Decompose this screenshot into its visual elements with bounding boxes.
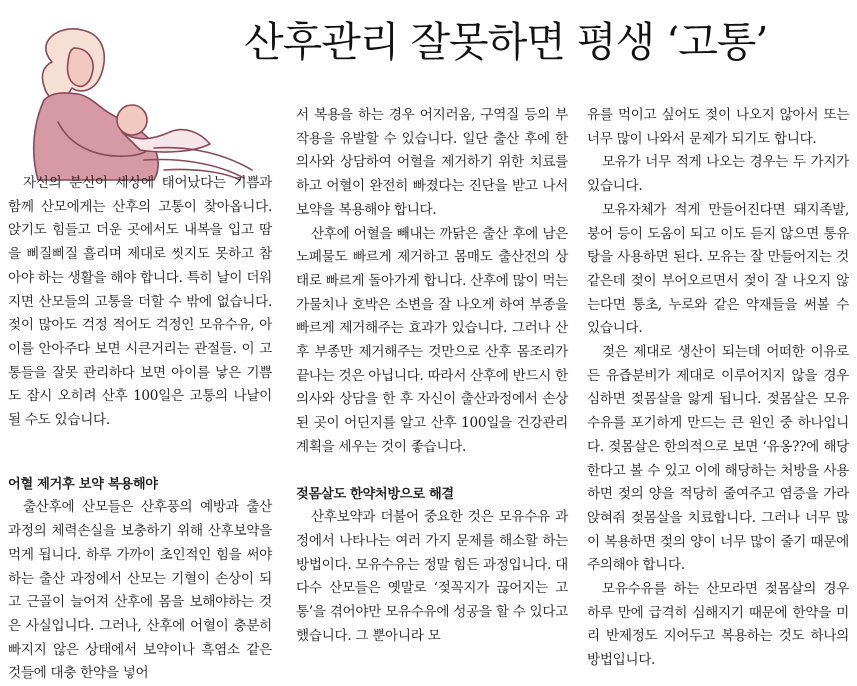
col1-paragraph: 자신의 분신이 세상에 태어났다는 기쁨과 함께 산모에게는 산후의 고통이 찾아옵니다. 앉기도 힘들고 더운 곳에서도 내복을 입고 땀을 삐질삐질 흘리며 제대로 씻지도 못하고 참아야 하는 생활을 해야 합니다. 특히 날이 더워지면 산모들의 고통을 더할 수 밖에 없습니다. 젖이 많아도 걱정 적어도 걱정인 모유수유, 아이를 안아주다 보면 시큰거리는 관절들. 이 고통들을 잘못 관리하다 보면 아이를 낳은 기쁨도 잠시 오히려 산후 100일은 고통의 나날이 될 수도 있습니다. <box>8 175 272 429</box>
column-1 <box>8 172 272 686</box>
column-2 <box>296 104 568 648</box>
col1-paragraph: 출산후에 산모들은 산후풍의 예방과 출산 과정의 체력손실을 보충하기 위해 산후보약을 먹게 됩니다. 하루 가까이 초인적인 힘을 써야하는 출산 과정에서 산모는 기혈이 손상이 되고 근골이 늘어져 산후에 몸을 보해야하는 것은 사실입니다. 그러나, 산후에 어혈이 충분히 빠지지 않은 상태에서 보약이나 흑염소 같은 것들에 대충 한약을 넣어 <box>8 499 272 682</box>
dress-shape <box>34 93 158 180</box>
baby-head-shape <box>117 105 147 135</box>
face-shape <box>67 48 93 86</box>
col2-paragraph: 서 복용을 하는 경우 어지러움, 구역질 등의 부작용을 유발할 수 있습니다. 일단 출산 후에 한의사와 상담하여 어혈을 제거하기 위한 치료를 하고 어혈이 완전히 빠졌다는 진단을 받고 나서 보약을 복용해야 합니다. <box>296 107 568 218</box>
col3-paragraph: 젖은 제대로 생산이 되는데 어떠한 이유로든 유즙분비가 제대로 이루어지지 않을 경우 심하면 젖몸살을 앓게 됩니다. 젖몸살은 모유수유를 포기하게 만드는 큰 원인 중 하나입니다. 젖몸살은 한의적으로 보면 ‘유옹??에 해당한다고 볼 수 있고 이에 해당하는 처방을 사용하면 젖의 양을 적당히 줄여주고 염증을 가라앉혀줘 젖몸살을 치료합니다. 그러나 너무 많이 복용하면 젖의 양이 너무 많이 줄기 때문에 주의해야 합니다. <box>587 344 849 574</box>
col3-paragraph: 모유자체가 적게 만들어진다면 돼지족발, 붕어 등이 도움이 되고 이도 듣지 않으면 통유탕을 사용하면 된다. 모유는 잘 만들어지는 것 같은데 젖이 부어오르면서 젖이 잘 나오지 않는다면 통초, 누로와 같은 약재들을 써볼 수 있습니다. <box>587 201 849 337</box>
subheading-breast-engorgement: 젖몸살도 한약처방으로 해결 <box>296 486 454 502</box>
col2-paragraph: 산후보약과 더불어 중요한 것은 모유수유 과정에서 나타나는 여러 가지 문제를 해소할 하는 방법이다. 모유수유는 정말 힘든 과정입니다. 대다수 산모들은 옛말로 ‘젖꼭지가 끊어지는 고통’을 겪어야만 모유수유에 성공을 할 수 있다고 했습니다. 그 뿐아니라 모 <box>296 509 568 644</box>
column-3 <box>587 104 849 673</box>
col2-paragraph: 산후에 어혈을 빼내는 까닭은 출산 후에 남은 노폐물도 빠르게 제거하고 몸매도 출산전의 상태로 빠르게 돌아가게 합니다. 산후에 많이 먹는 가물치나 호박은 소변을 잘 나오게 하여 부종을 빠르게 제거해주는 효과가 있습니다. 그러나 산후 부종만 제거해주는 것만으로 산후 몸조리가 끝나는 것은 아닙니다. 따라서 산후에 반드시 한의사와 상담을 한 후 자신이 출산과정에서 손상된 곳이 어딘지를 알고 산후 100일을 건강관리계획을 세우는 것이 좋습니다. <box>296 225 568 455</box>
headline: 산후관리 잘못하면 평생 ‘고통’ <box>244 18 768 66</box>
mother-nursing-baby-illustration <box>4 22 266 182</box>
subheading-blood-stasis: 어혈 제거후 보약 복용해야 <box>8 476 158 492</box>
col3-paragraph: 모유가 너무 적게 나오는 경우는 두 가지가 있습니다. <box>587 154 849 195</box>
col3-paragraph: 유를 먹이고 싶어도 젖이 나오지 않아서 또는 너무 많이 나와서 문제가 되기도 합니다. <box>587 107 849 147</box>
col3-paragraph: 모유수유를 하는 산모라면 젖몸살의 경우 하루 만에 급격히 심해지기 때문에 한약을 미리 반제정도 지어두고 복용하는 것도 하나의 방법입니다. <box>587 581 849 669</box>
